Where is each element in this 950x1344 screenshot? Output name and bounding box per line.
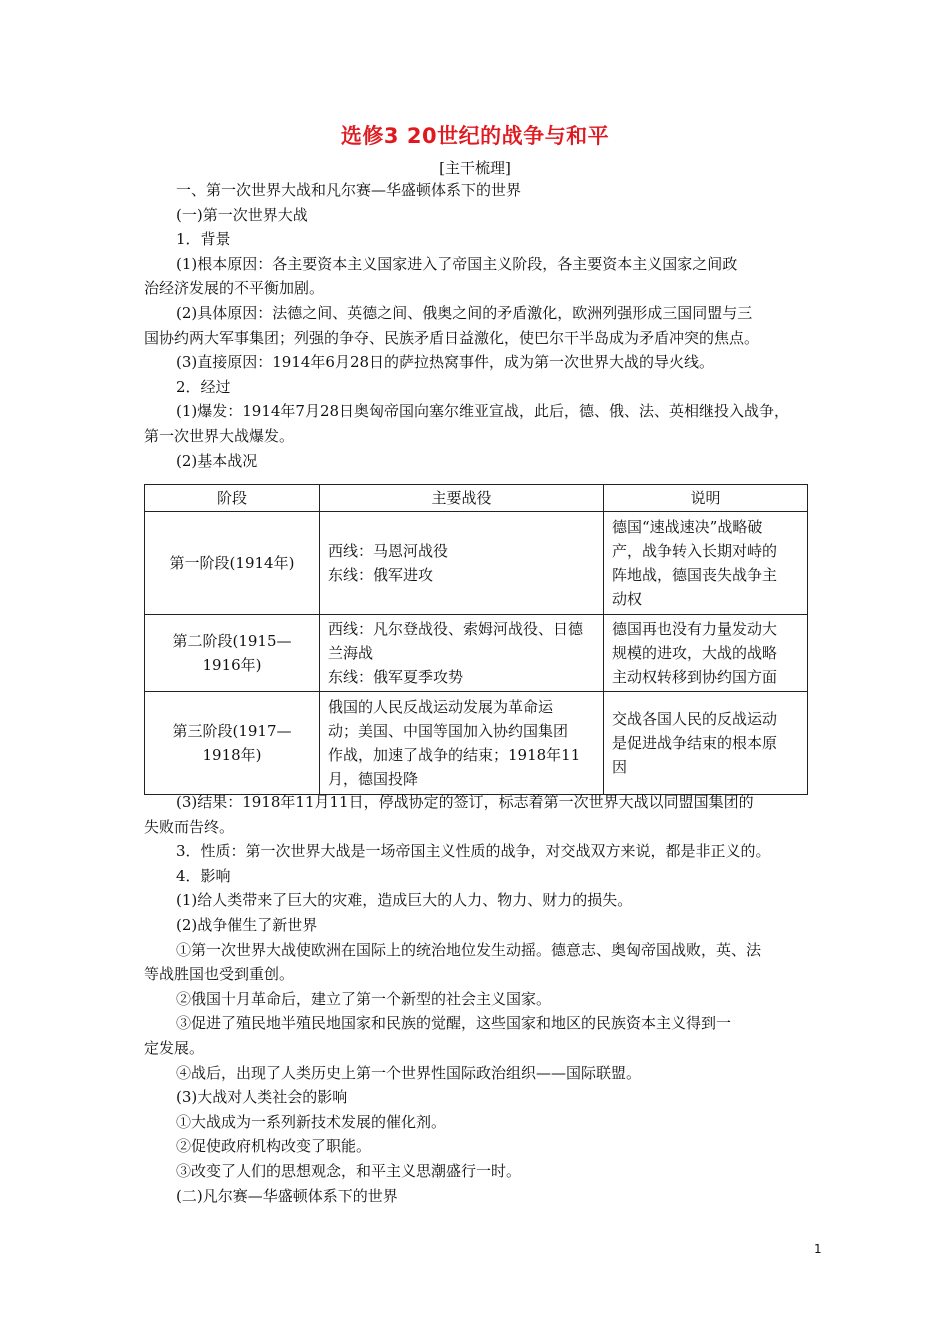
cell-line: 因 [612, 758, 628, 776]
text-line: (2)战争催生了新世界 [176, 916, 318, 934]
text-line: 等战胜国也受到重创。 [144, 965, 295, 984]
cell-line: 作战，加速了战争的结束；1918年11 [328, 746, 581, 764]
text-line: 4．影响 [176, 866, 231, 885]
text-line: 2．经过 [176, 377, 231, 396]
text-line: ②俄国十月革命后，建立了第一个新型的社会主义国家。 [176, 989, 552, 1008]
text-line: ②促使政府机构改变了职能。 [176, 1137, 372, 1156]
cell-line: 阵地战，德国丧失战争主 [612, 566, 778, 584]
text-line: (二)凡尔赛—华盛顿体系下的世界 [176, 1186, 398, 1205]
cell-line: 是促进战争结束的根本原 [612, 734, 778, 752]
text-line: 第一次世界大战爆发。 [144, 427, 295, 445]
text-line: 1．背景 [176, 230, 231, 249]
text-line: (3)结果：1918年11月11日，停战协定的签订，标志着第一次世界大战以同盟国集团的 [176, 793, 754, 811]
cell-line: 第二阶段(1915— [172, 632, 292, 650]
cell-line: 德国“速战速决”战略破 [612, 518, 763, 536]
cell-line: 主动权转移到协约国方面 [612, 668, 778, 686]
cell-line: 规模的进攻，大战的战略 [612, 644, 778, 662]
page-number: 1 [814, 1242, 822, 1256]
text-line: (1)给人类带来了巨大的灾难，造成巨大的人力、物力、财力的损失。 [176, 891, 633, 910]
cell-line: 俄国的人民反战运动发展为革命运 [328, 698, 554, 716]
header-note: 说明 [604, 485, 808, 512]
battle-cell [320, 615, 604, 692]
note-cell [604, 615, 808, 692]
document-title: 选修3 20世纪的战争与和平 [340, 124, 610, 148]
text-line: (3)大战对人类社会的影响 [176, 1088, 348, 1107]
text-line: 3．性质：第一次世界大战是一场帝国主义性质的战争，对交战双方来说，都是非正义的。 [176, 842, 771, 861]
text-line: ④战后，出现了人类历史上第一个世界性国际政治组织——国际联盟。 [176, 1063, 642, 1082]
note-cell [604, 692, 808, 795]
table-row [145, 615, 808, 692]
text-line: ③促进了殖民地半殖民地国家和民族的觉醒，这些国家和地区的民族资本主义得到一 [176, 1014, 732, 1033]
text-line: ①大战成为一系列新技术发展的催化剂。 [176, 1112, 447, 1131]
cell-line: 月，德国投降 [328, 770, 419, 788]
cell-line: 东线：俄军进攻 [328, 566, 434, 584]
cell-line: 动；美国、中国等国加入协约国集团 [328, 722, 569, 740]
text-line: 治经济发展的不平衡加剧。 [144, 279, 325, 298]
battle-table [144, 484, 808, 795]
cell-line: 交战各国人民的反战运动 [612, 710, 778, 728]
cell-line: 东线：俄军夏季攻势 [328, 668, 464, 686]
table-row [145, 692, 808, 795]
battle-cell [320, 692, 604, 795]
text-line: ①第一次世界大战使欧洲在国际上的统治地位发生动摇。德意志、奥匈帝国战败，英、法 [176, 940, 762, 959]
text-line: 失败而告终。 [144, 817, 235, 836]
stage-cell [145, 615, 320, 692]
section-subtitle: [主干梳理] [439, 159, 511, 177]
cell-line: 动权 [612, 590, 643, 608]
text-line: (一)第一次世界大战 [176, 205, 308, 224]
text-line: (2)基本战况 [176, 451, 258, 470]
text-line: ③改变了人们的思想观念，和平主义思潮盛行一时。 [176, 1162, 522, 1180]
text-line: (3)直接原因：1914年6月28日的萨拉热窝事件，成为第一次世界大战的导火线。 [176, 353, 715, 372]
cell-line: 西线：马恩河战役 [328, 542, 449, 560]
text-line: (1)爆发：1914年7月28日奥匈帝国向塞尔维亚宣战，此后，德、俄、法、英相继投入战争， [176, 402, 790, 421]
cell-line: 1918年) [202, 746, 262, 764]
stage-cell [145, 692, 320, 795]
cell-line: 西线：凡尔登战役、索姆河战役、日德 [328, 620, 584, 638]
header-stage: 阶段 [145, 485, 320, 512]
stage-cell [145, 512, 320, 615]
text-line: 国协约两大军事集团；列强的争夺、民族矛盾日益激化，使巴尔干半岛成为矛盾冲突的焦点。 [144, 328, 760, 347]
cell-line: 1916年) [202, 656, 262, 674]
header-battles: 主要战役 [320, 485, 604, 512]
cell-line: 第三阶段(1917— [172, 722, 292, 740]
battle-cell [320, 512, 604, 615]
table-header-row [145, 485, 808, 512]
table-row [145, 512, 808, 615]
text-line: 定发展。 [144, 1039, 205, 1057]
cell-line: 产，战争转入长期对峙的 [612, 542, 778, 560]
text-line: (2)具体原因：法德之间、英德之间、俄奥之间的矛盾激化，欧洲列强形成三国同盟与三 [176, 304, 753, 322]
cell-line: 兰海战 [328, 644, 374, 662]
cell-line: 德国再也没有力量发动大 [612, 620, 778, 638]
cell-line: 第一阶段(1914年) [169, 554, 295, 572]
note-cell [604, 512, 808, 615]
text-line: 一、第一次世界大战和凡尔赛—华盛顿体系下的世界 [176, 181, 522, 199]
text-line: (1)根本原因：各主要资本主义国家进入了帝国主义阶段，各主要资本主义国家之间政 [176, 254, 738, 273]
